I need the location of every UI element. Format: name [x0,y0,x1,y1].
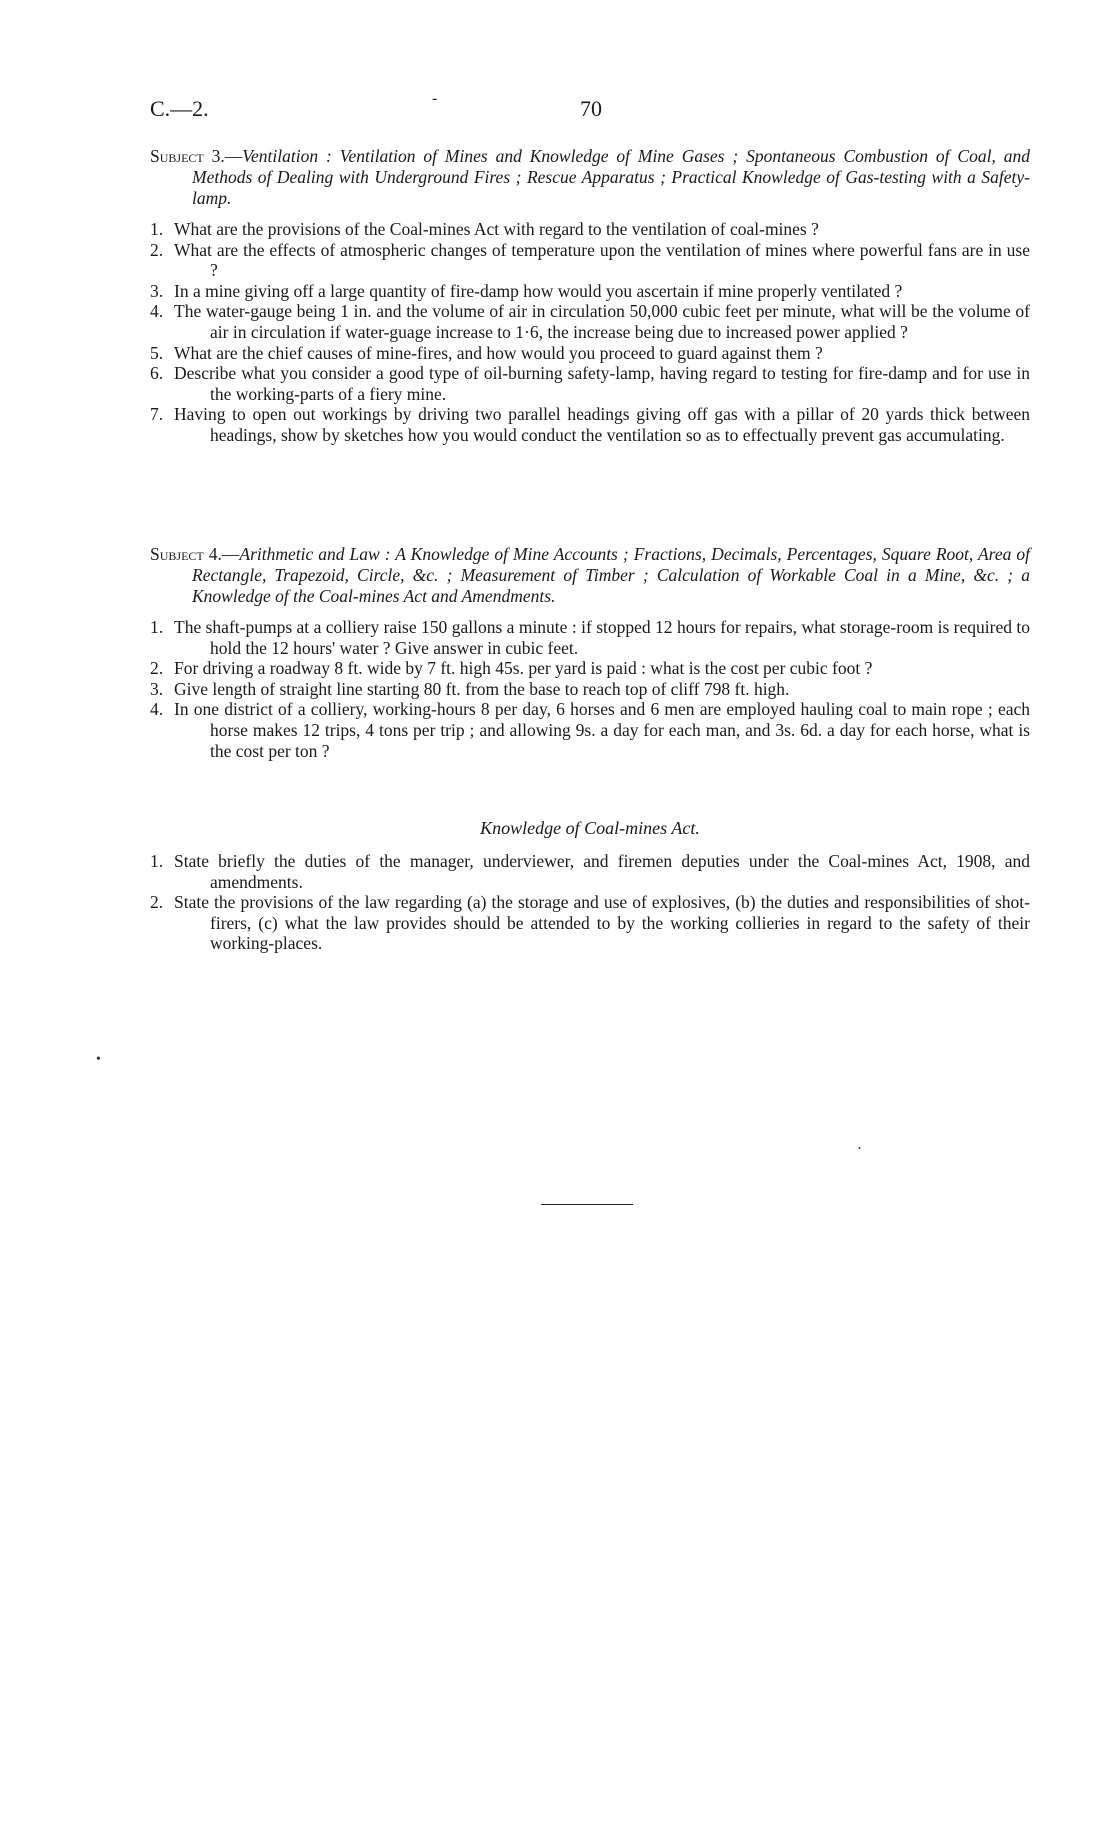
question-number: 4. [150,699,164,720]
question-text: The water-gauge being 1 in. and the volume of air in circulation 50,000 cubic feet per minute, what will be the volume of air in circulation if water-guage increase to 1·6, the increase being due to increased power applied ? [174,301,1030,342]
subject-4-question [150,699,1030,761]
question-number: 3. [150,678,164,699]
subject-3-title: Ventilation : Ventilation of Mines and Knowledge of Mine Gases ; Spontaneous Combustion of Coal, and Methods of Dealing with Underground Fires ; Rescue Apparatus ; Practical Knowledge of Gas-testing with a Safety-lamp. [192,146,1030,208]
question-number: 2. [150,892,164,913]
question-text: Having to open out workings by driving two parallel headings giving off gas with a pillar of 20 yards thick between headings, show by sketches how you would conduct the ventilation so as to effectually prevent gas accumulating. [174,404,1030,445]
question-text: In one district of a colliery, working-hours 8 per day, 6 horses and 6 men are employed hauling coal to main rope ; each horse makes 12 trips, 4 tons per trip ; and allowing 9s. a day for each man, and 3s. 6d. a day for each horse, what is the cost per ton ? [174,699,1030,761]
question-text: Describe what you consider a good type of oil-burning safety-lamp, having regard to testing for fire-damp and for use in the working-parts of a fiery mine. [174,363,1030,404]
subject-3-section [150,146,1030,446]
coal-mines-act-question [150,892,1030,954]
end-rule-divider [541,1204,633,1205]
question-number: 1. [150,617,164,637]
question-text: State briefly the duties of the manager, underviewer, and firemen deputies under the Coal-mines Act, 1908, and amendments. [174,851,1030,892]
question-text: What are the effects of atmospheric changes of temperature upon the ventilation of mines where powerful fans are in use ? [174,239,1030,281]
coal-mines-act-question [150,851,1030,892]
coal-mines-act-section [150,818,1030,954]
question-number: 1. [150,851,164,871]
subject-3-question [150,404,1030,445]
question-number: 2. [150,658,164,679]
stray-dash-mark: - [432,90,438,107]
question-text: For driving a roadway 8 ft. wide by 7 ft. high 45s. per yard is paid : what is the cost per cubic foot ? [174,658,873,679]
question-text: In a mine giving off a large quantity of fire-damp how would you ascertain if mine properly ventilated ? [174,280,903,301]
question-number: 6. [150,363,164,384]
subject-3-question [150,281,1030,302]
page-header [150,90,1030,126]
document-reference: C.—2. [150,96,209,121]
question-number: 3. [150,280,164,301]
page-number: 70 [580,96,602,121]
subject-4-section [150,544,1030,761]
subject-4-title: Arithmetic and Law : A Knowledge of Mine Accounts ; Fractions, Decimals, Percentages, Square Root, Area of Rectangle, Trapezoid, Circle, &c. ; Measurement of Timber ; Calculation of Workable Coal in a Mine, &c. ; a Knowledge of the Coal-mines Act and Amendments. [192,544,1030,606]
subject-4-question [150,617,1030,658]
question-number: 2. [150,239,164,260]
subject-3-question [150,240,1030,281]
subject-4-label: Subject 4.— [150,544,240,564]
question-number: 7. [150,404,164,425]
subject-4-question-list [150,617,1030,761]
question-text: The shaft-pumps at a colliery raise 150 gallons a minute : if stopped 12 hours for repairs, what storage-room is required to hold the 12 hours' water ? Give answer in cubic feet. [174,617,1030,658]
question-number: 4. [150,301,164,322]
subject-4-question [150,679,1030,700]
subject-3-question [150,343,1030,364]
subject-3-question-list [150,219,1030,446]
ink-speck: • [96,1052,101,1067]
subject-3-heading [150,146,1030,209]
subject-3-question [150,219,1030,240]
question-text: What are the provisions of the Coal-mines Act with regard to the ventilation of coal-mines ? [174,219,819,239]
question-number: 1. [150,219,164,239]
subject-3-question [150,301,1030,342]
question-text: State the provisions of the law regarding (a) the storage and use of explosives, (b) the duties and responsibilities of shot-firers, (c) what the law provides should be attended to by the working collieries in regard to the safety of their working-places. [174,892,1030,954]
ink-speck: • [858,1144,861,1153]
coal-mines-act-question-list [150,851,1030,954]
question-text: Give length of straight line starting 80 ft. from the base to reach top of cliff 798 ft. high. [174,678,790,699]
subject-3-question [150,363,1030,404]
question-number: 5. [150,342,164,363]
subject-4-heading [150,544,1030,607]
subject-3-label: Subject 3.— [150,146,243,166]
subject-4-question [150,658,1030,679]
question-text: What are the chief causes of mine-fires, and how would you proceed to guard against them ? [174,342,823,363]
coal-mines-act-heading: Knowledge of Coal-mines Act. [480,818,700,838]
